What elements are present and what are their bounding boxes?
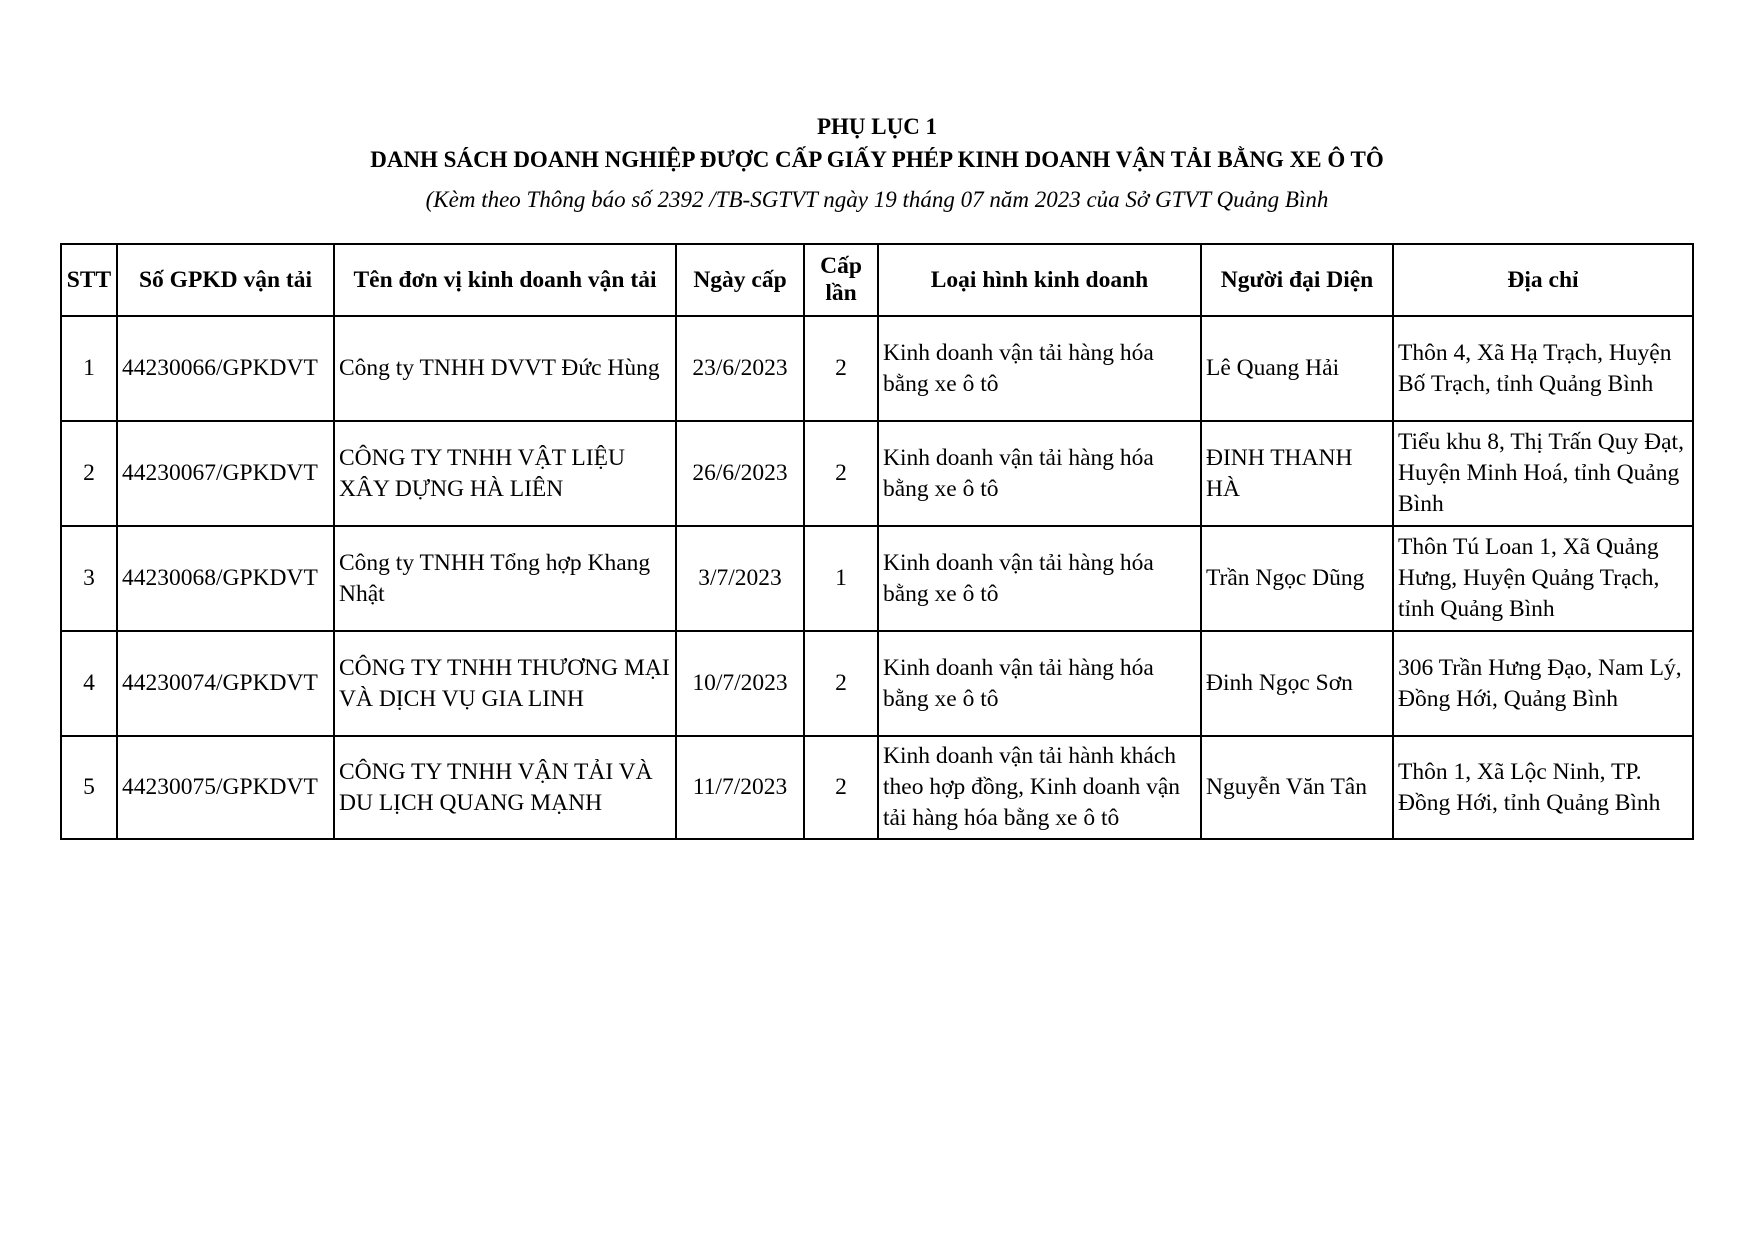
- col-header-company: Tên đơn vị kinh doanh vận tải: [334, 244, 676, 316]
- col-header-address: Địa chỉ: [1393, 244, 1693, 316]
- cell-stt: 3: [61, 526, 117, 631]
- cell-issue-count: 2: [804, 316, 878, 421]
- cell-representative: Đinh Ngọc Sơn: [1201, 631, 1393, 736]
- col-header-license-no: Số GPKD vận tải: [117, 244, 334, 316]
- cell-company: CÔNG TY TNHH THƯƠNG MẠI VÀ DỊCH VỤ GIA LINH: [334, 631, 676, 736]
- cell-license-no: 44230066/GPKDVT: [117, 316, 334, 421]
- cell-company: CÔNG TY TNHH VẬT LIỆU XÂY DỰNG HÀ LIÊN: [334, 421, 676, 526]
- cell-issue-date: 10/7/2023: [676, 631, 804, 736]
- cell-representative: Nguyễn Văn Tân: [1201, 736, 1393, 839]
- cell-company: Công ty TNHH Tổng hợp Khang Nhật: [334, 526, 676, 631]
- cell-representative: Trần Ngọc Dũng: [1201, 526, 1393, 631]
- col-header-stt: STT: [61, 244, 117, 316]
- col-header-representative: Người đại Diện: [1201, 244, 1393, 316]
- cell-company: Công ty TNHH DVVT Đức Hùng: [334, 316, 676, 421]
- table-row: [61, 631, 1693, 736]
- cell-stt: 5: [61, 736, 117, 839]
- appendix-label: PHỤ LỤC 1: [816, 114, 938, 139]
- cell-business-type: Kinh doanh vận tải hàng hóa bằng xe ô tô: [878, 526, 1201, 631]
- cell-license-no: 44230075/GPKDVT: [117, 736, 334, 839]
- cell-issue-date: 26/6/2023: [676, 421, 804, 526]
- cell-issue-count: 2: [804, 421, 878, 526]
- cell-address: Thôn 1, Xã Lộc Ninh, TP. Đồng Hới, tỉnh Quảng Bình: [1393, 736, 1693, 839]
- cell-business-type: Kinh doanh vận tải hàng hóa bằng xe ô tô: [878, 631, 1201, 736]
- table-row: [61, 316, 1693, 421]
- cell-representative: ĐINH THANH HÀ: [1201, 421, 1393, 526]
- cell-address: Thôn 4, Xã Hạ Trạch, Huyện Bố Trạch, tỉnh Quảng Bình: [1393, 316, 1693, 421]
- table-row: [61, 421, 1693, 526]
- cell-address: 306 Trần Hưng Đạo, Nam Lý, Đồng Hới, Quảng Bình: [1393, 631, 1693, 736]
- col-header-business-type: Loại hình kinh doanh: [878, 244, 1201, 316]
- col-header-issue-date: Ngày cấp: [676, 244, 804, 316]
- cell-issue-date: 11/7/2023: [676, 736, 804, 839]
- business-license-table: [60, 243, 1694, 840]
- table-row: [61, 526, 1693, 631]
- table-row: [61, 736, 1693, 839]
- cell-business-type: Kinh doanh vận tải hàng hóa bằng xe ô tô: [878, 421, 1201, 526]
- cell-business-type: Kinh doanh vận tải hàng hóa bằng xe ô tô: [878, 316, 1201, 421]
- cell-stt: 4: [61, 631, 117, 736]
- cell-issue-count: 2: [804, 736, 878, 839]
- cell-license-no: 44230067/GPKDVT: [117, 421, 334, 526]
- cell-representative: Lê Quang Hải: [1201, 316, 1393, 421]
- cell-address: Tiểu khu 8, Thị Trấn Quy Đạt, Huyện Minh Hoá, tỉnh Quảng Bình: [1393, 421, 1693, 526]
- document-subtitle: (Kèm theo Thông báo số 2392 /TB-SGTVT ngày 19 tháng 07 năm 2023 của Sở GTVT Quảng Bình: [425, 187, 1329, 212]
- table-header-row: [61, 244, 1693, 316]
- col-header-issue-count: Cấp lần: [804, 244, 878, 316]
- cell-license-no: 44230074/GPKDVT: [117, 631, 334, 736]
- cell-stt: 1: [61, 316, 117, 421]
- cell-issue-date: 23/6/2023: [676, 316, 804, 421]
- cell-license-no: 44230068/GPKDVT: [117, 526, 334, 631]
- cell-issue-count: 1: [804, 526, 878, 631]
- cell-issue-count: 2: [804, 631, 878, 736]
- cell-stt: 2: [61, 421, 117, 526]
- document-title: DANH SÁCH DOANH NGHIỆP ĐƯỢC CẤP GIẤY PHÉP KINH DOANH VẬN TẢI BẰNG XE Ô TÔ: [370, 147, 1384, 172]
- cell-business-type: Kinh doanh vận tải hành khách theo hợp đồng, Kinh doanh vận tải hàng hóa bằng xe ô tô: [878, 736, 1201, 839]
- cell-issue-date: 3/7/2023: [676, 526, 804, 631]
- cell-company: CÔNG TY TNHH VẬN TẢI VÀ DU LỊCH QUANG MẠNH: [334, 736, 676, 839]
- cell-address: Thôn Tú Loan 1, Xã Quảng Hưng, Huyện Quảng Trạch, tỉnh Quảng Bình: [1393, 526, 1693, 631]
